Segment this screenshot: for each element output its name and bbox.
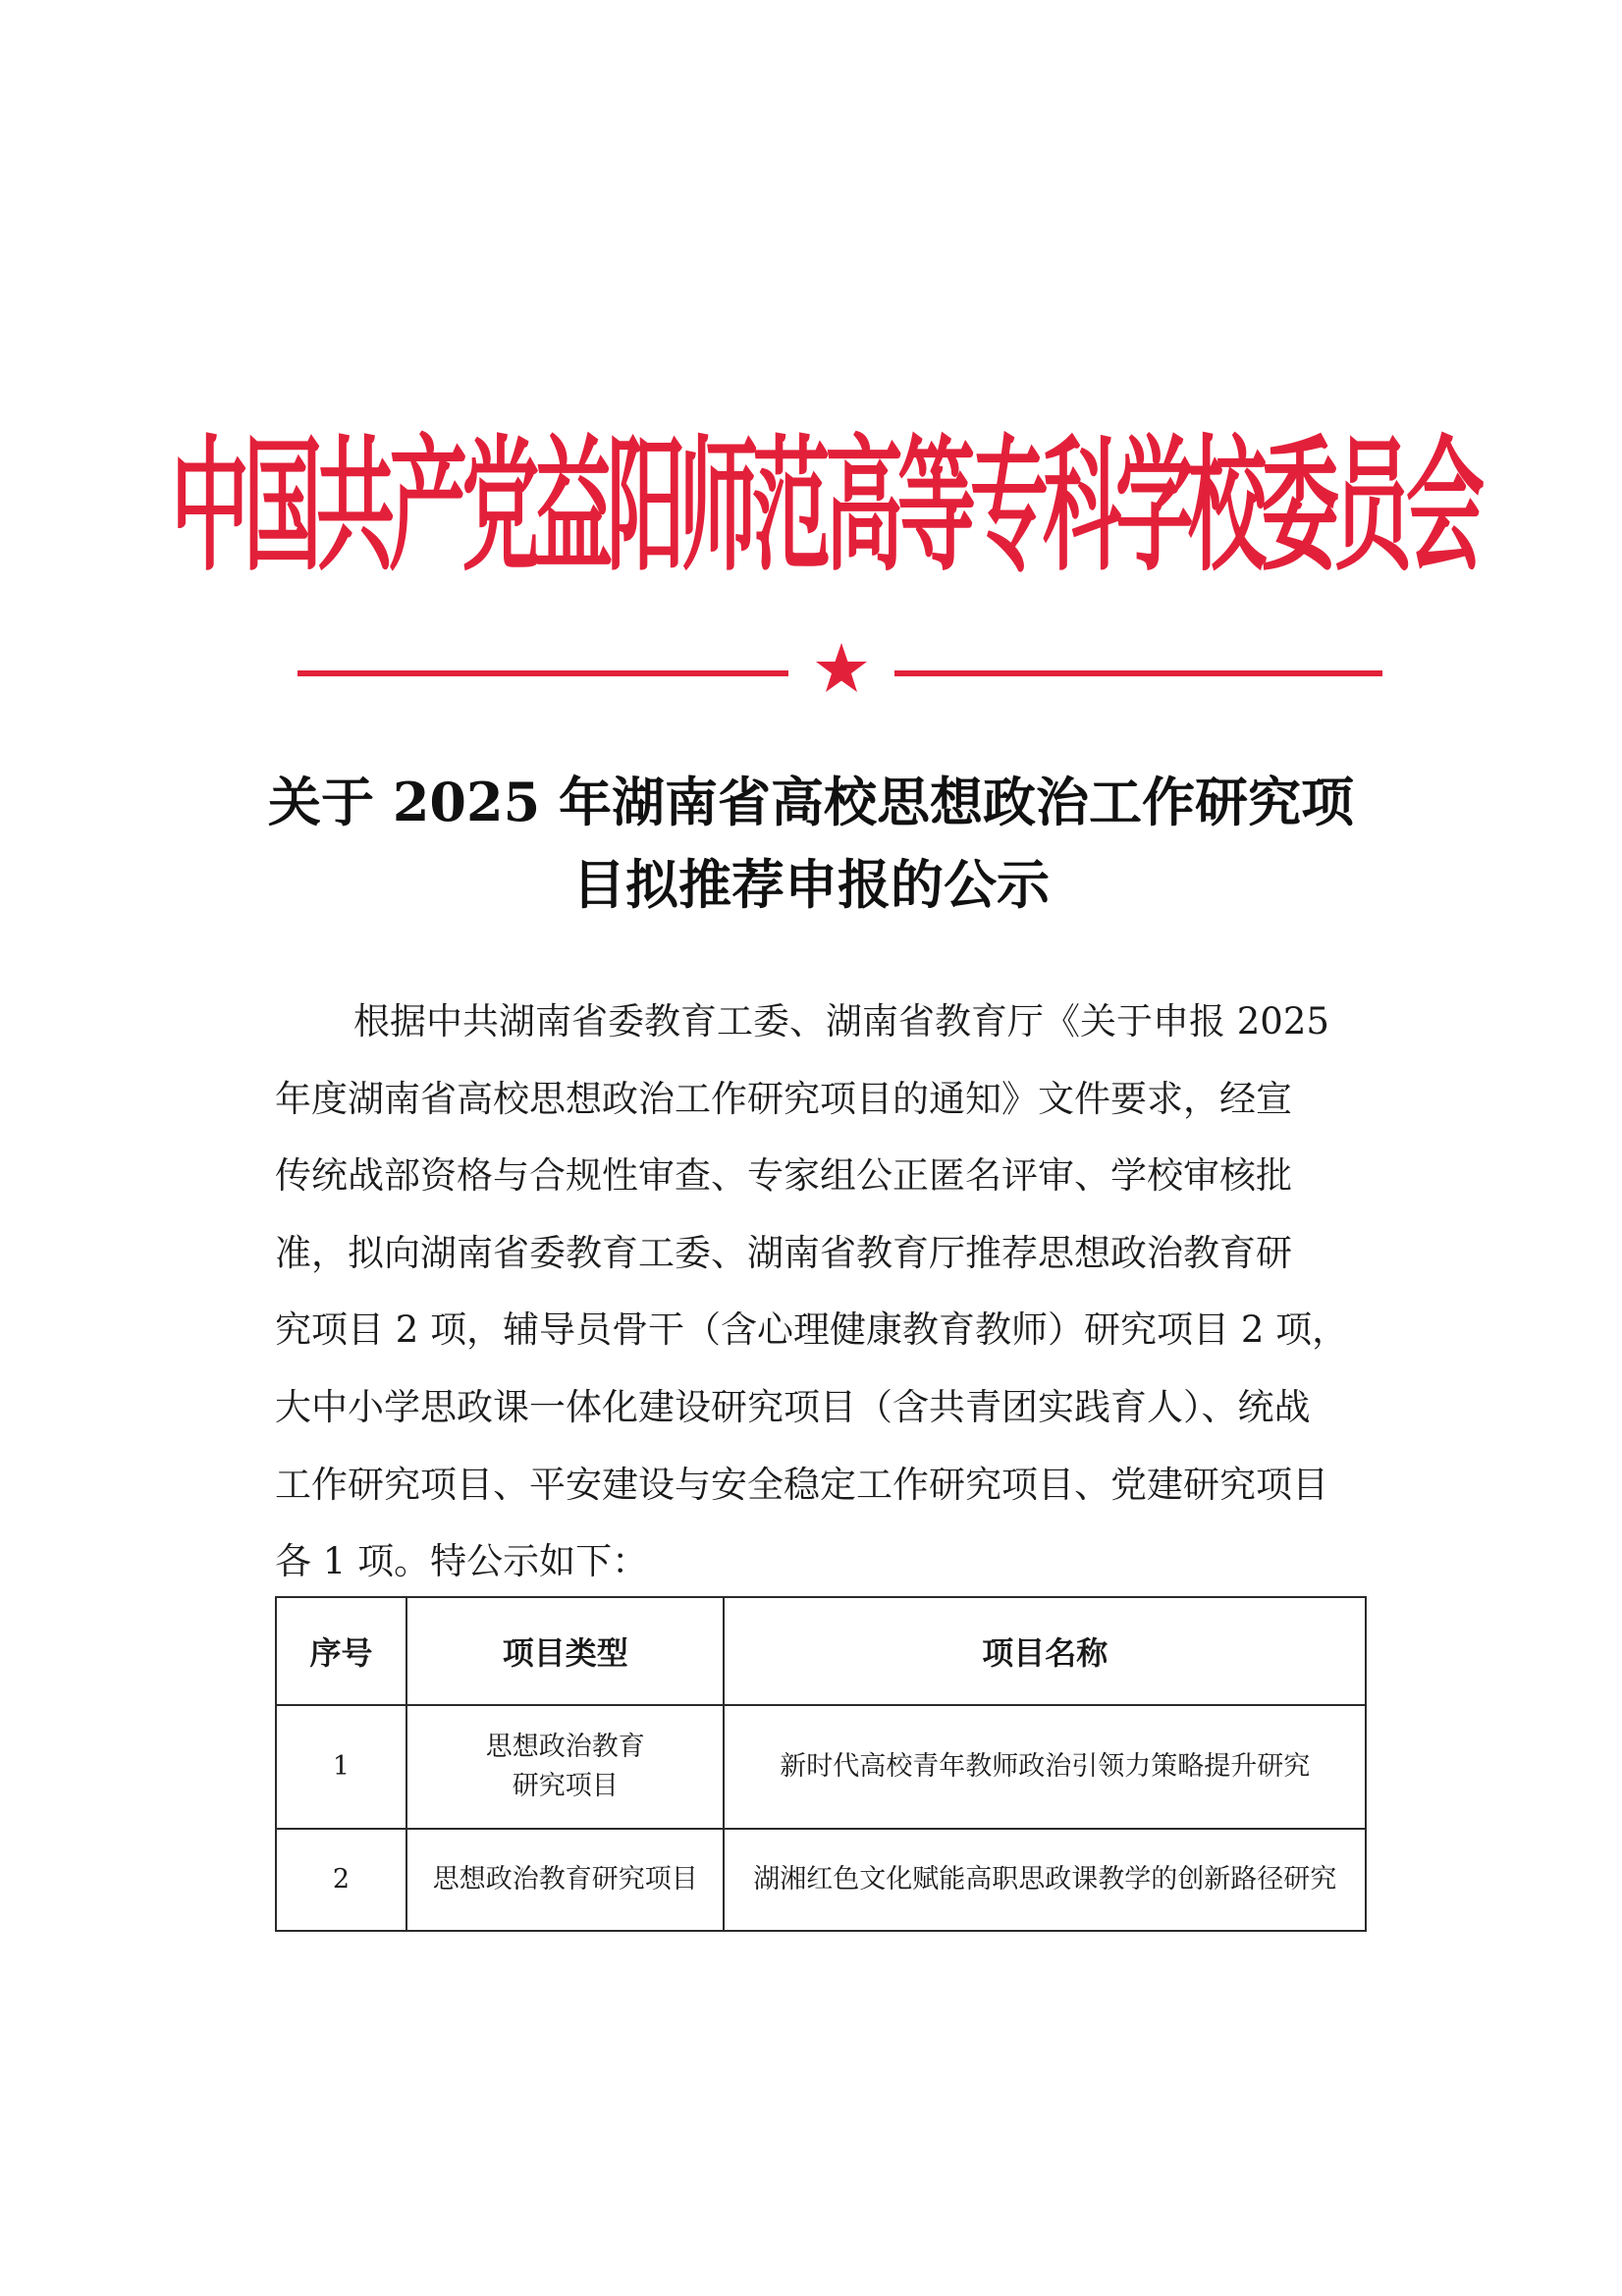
header-rule-right — [894, 670, 1382, 676]
project-table — [275, 1596, 1367, 1932]
body-line: 各 1 项。特公示如下： — [275, 1540, 649, 1583]
title-line-1: 关于 2025 年湖南省高校思想政治工作研究项 — [268, 771, 1354, 833]
table-row — [276, 1829, 1366, 1931]
organization-header: 中国共产党益阳师范高等专科学校委员会 — [171, 420, 1479, 591]
cell-type: 思想政治教育研究项目 — [406, 1829, 724, 1931]
header-name: 项目名称 — [724, 1597, 1366, 1705]
body-line: 大中小学思政课一体化建设研究项目（含共青团实践育人）、统战 — [275, 1385, 1311, 1428]
header-rule-left — [297, 670, 788, 676]
body-line: 根据中共湖南省委教育工委、湖南省教育厅《关于申报 2025 — [353, 1000, 1329, 1042]
body-line: 究项目 2 项，辅导员骨干（含心理健康教育教师）研究项目 2 项， — [275, 1308, 1349, 1352]
cell-type-line-2: 研究项目 — [512, 1771, 619, 1801]
body-line: 准，拟向湖南省委教育工委、湖南省教育厅推荐思想政治教育研 — [275, 1231, 1292, 1274]
table-row — [276, 1705, 1366, 1829]
title-line-2: 目拟推荐申报的公示 — [572, 853, 1050, 916]
header-type: 项目类型 — [406, 1597, 724, 1705]
body-line: 工作研究项目、平安建设与安全稳定工作研究项目、党建研究项目 — [275, 1463, 1328, 1506]
body-line: 年度湖南省高校思想政治工作研究项目的通知》文件要求，经宣 — [275, 1077, 1292, 1120]
body-paragraph — [275, 984, 1365, 1601]
cell-name: 湖湘红色文化赋能高职思政课教学的创新路径研究 — [724, 1829, 1366, 1931]
cell-name: 新时代高校青年教师政治引领力策略提升研究 — [724, 1705, 1366, 1829]
star-icon — [812, 640, 871, 699]
header-index: 序号 — [276, 1597, 406, 1705]
cell-type — [406, 1705, 724, 1829]
document-title — [245, 761, 1377, 926]
cell-index: 2 — [276, 1829, 406, 1931]
cell-index: 1 — [276, 1705, 406, 1829]
body-line: 传统战部资格与合规性审查、专家组公正匿名评审、学校审核批 — [275, 1154, 1292, 1198]
table-header-row — [276, 1597, 1366, 1705]
cell-type-line-1: 思想政治教育 — [485, 1732, 645, 1762]
